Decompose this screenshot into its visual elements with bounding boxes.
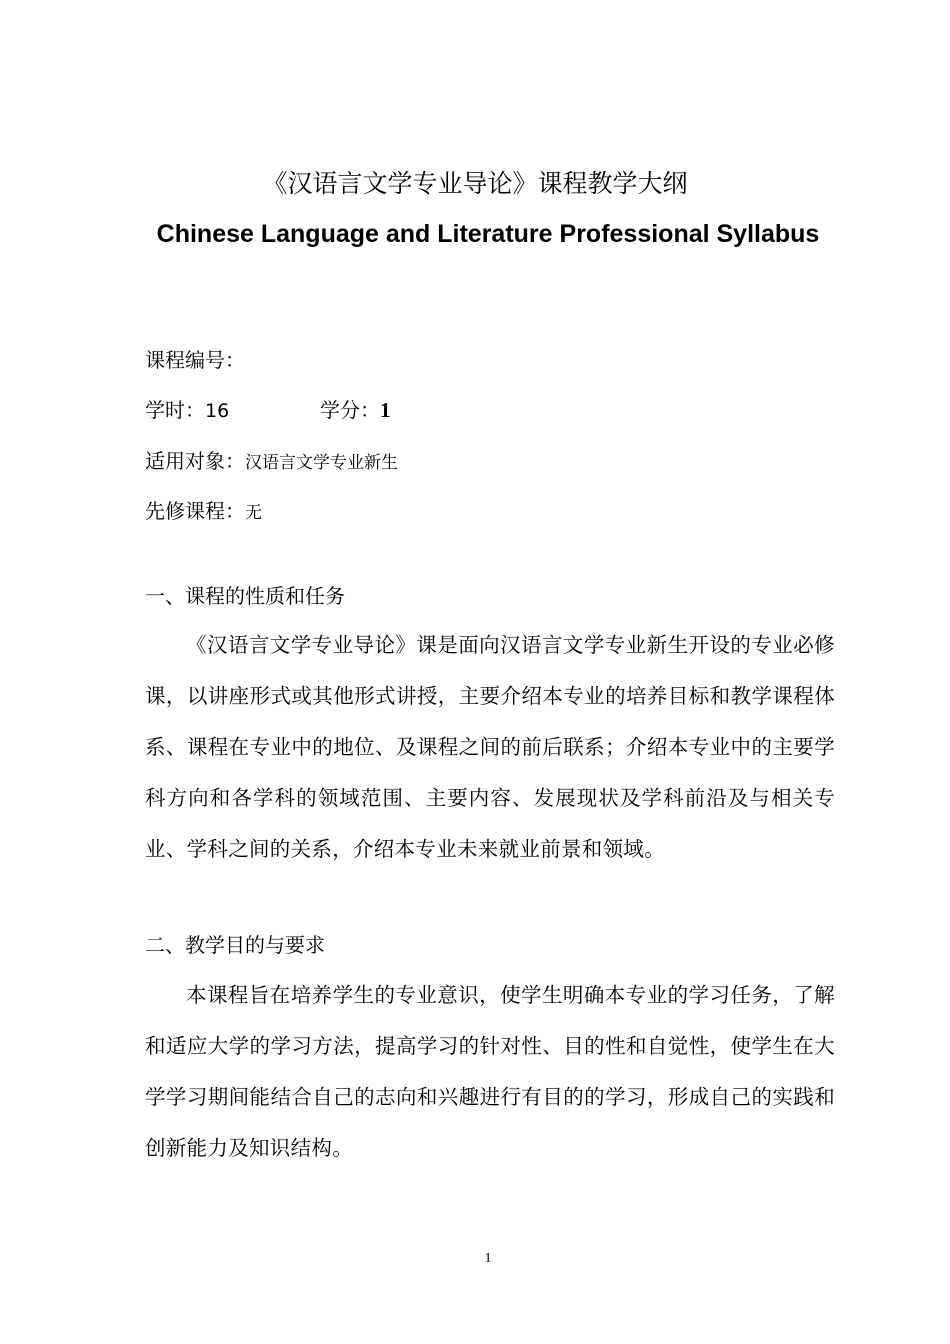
credits-value: 1: [380, 398, 391, 422]
hours-label: 学时：: [145, 398, 205, 422]
section-body-nature: 《汉语言文学专业导论》课是面向汉语言文学专业新生开设的专业必修课，以讲座形式或其他形式讲授，主要介绍本专业的培养目标和教学课程体系、课程在专业中的地位、及课程之间的前后联系；介绍本专业中的主要学科方向和各学科的领域范围、主要内容、发展现状及学科前沿及与相关专业、学科之间的关系，介绍本专业未来就业前景和领域。: [145, 633, 835, 861]
audience-label: 适用对象：: [145, 449, 245, 473]
prerequisite-label: 先修课程：: [145, 499, 245, 523]
section-heading-objectives: 二、教学目的与要求: [145, 933, 325, 957]
credits-field: [320, 396, 391, 425]
audience-field: [145, 447, 398, 477]
hours-field: [145, 396, 229, 425]
document-title-english: Chinese Language and Literature Professional Syllabus: [156, 220, 820, 248]
hours-value: 16: [205, 400, 230, 422]
page-number: 1: [484, 1251, 492, 1266]
audience-value: 汉语言文学专业新生: [245, 453, 398, 473]
course-code-field: [145, 346, 245, 375]
prerequisite-value: 无: [245, 503, 262, 523]
course-code-label: 课程编号：: [145, 348, 245, 372]
section-heading-nature: 一、课程的性质和任务: [145, 584, 345, 608]
document-title-chinese: 《汉语言文学专业导论》课程教学大纲: [262, 169, 688, 198]
credits-label: 学分：: [320, 398, 380, 422]
section-body-objectives: 本课程旨在培养学生的专业意识，使学生明确本专业的学习任务，了解和适应大学的学习方法，提高学习的针对性、目的性和自觉性，使学生在大学学习期间能结合自己的志向和兴趣进行有目的的学习，形成自己的实践和创新能力及知识结构。: [145, 983, 835, 1160]
prerequisite-field: [145, 497, 262, 527]
